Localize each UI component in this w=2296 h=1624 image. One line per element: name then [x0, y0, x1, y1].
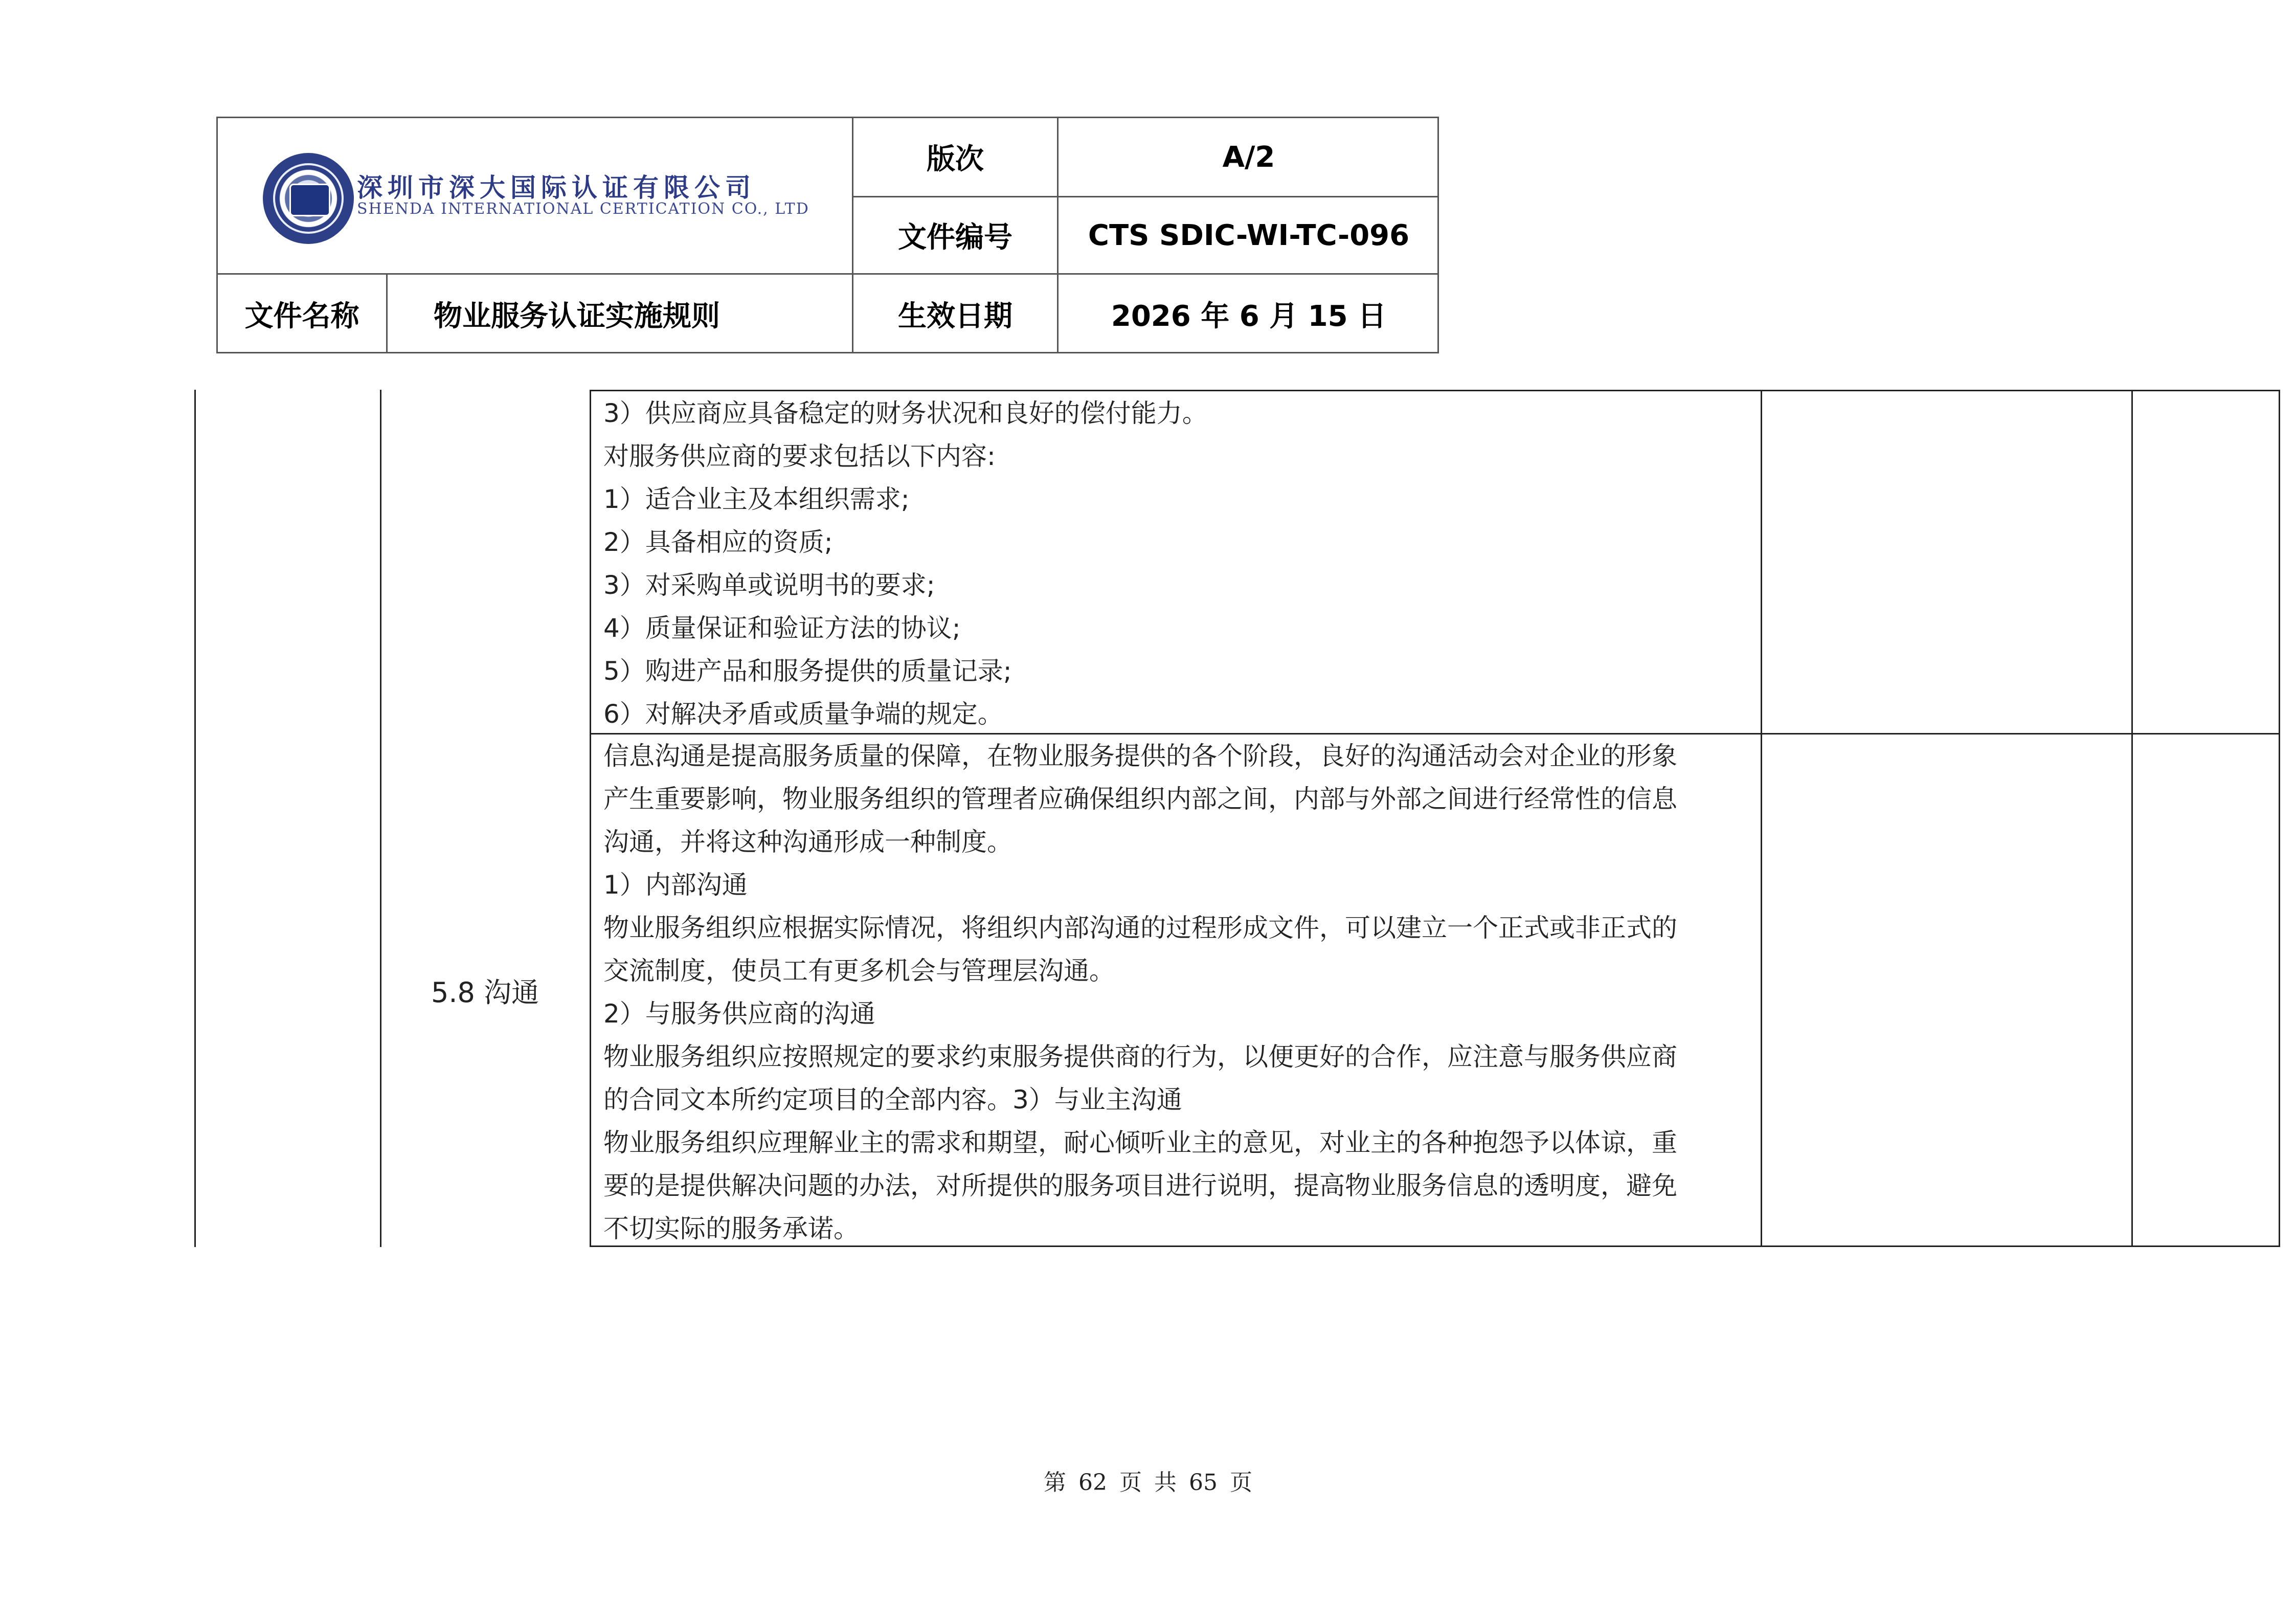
- text-line: 要的是提供解决问题的办法，对所提供的服务项目进行说明，提高物业服务信息的透明度，避免: [603, 1171, 1677, 1200]
- table-border: [590, 390, 2280, 391]
- table-border: [1761, 390, 1762, 1247]
- seal-core-icon: [289, 184, 330, 216]
- page-number: 62: [1078, 1470, 1107, 1496]
- text-line: 2）具备相应的资质;: [603, 527, 833, 557]
- version-label: 版次: [927, 143, 984, 176]
- section-label-communication: 5.8 沟通: [431, 976, 539, 1009]
- text-line: 不切实际的服务承诺。: [603, 1214, 859, 1243]
- text-line: 3）对采购单或说明书的要求;: [603, 570, 935, 600]
- text-line: 物业服务组织应根据实际情况，将组织内部沟通的过程形成文件，可以建立一个正式或非正式的: [603, 913, 1677, 943]
- text-line: 1）内部沟通: [603, 870, 748, 900]
- text-line: 6）对解决矛盾或质量争端的规定。: [603, 699, 1003, 729]
- doc-number-label: 文件编号: [898, 221, 1012, 254]
- table-border: [194, 390, 196, 1247]
- effective-date-value: 2026 年 6 月 15 日: [1111, 300, 1387, 333]
- company-name-en: SHENDA INTERNATIONAL CERTICATION CO., LTD: [357, 200, 809, 218]
- table-border: [2131, 390, 2133, 1247]
- text-line: 4）质量保证和验证方法的协议;: [603, 613, 961, 643]
- doc-name-label: 文件名称: [244, 300, 359, 333]
- table-border: [380, 390, 381, 1247]
- text-line: 产生重要影响，物业服务组织的管理者应确保组织内部之间，内部与外部之间进行经常性的信息: [603, 784, 1677, 814]
- communication-content-cell: [603, 735, 1677, 1250]
- text-line: 3）供应商应具备稳定的财务状况和良好的偿付能力。: [603, 398, 1208, 428]
- table-border: [590, 390, 591, 1247]
- total-pages: 65: [1189, 1470, 1218, 1496]
- text-line: 信息沟通是提高服务质量的保障，在物业服务提供的各个阶段，良好的沟通活动会对企业的形象: [603, 741, 1677, 771]
- text-line: 交流制度，使员工有更多机会与管理层沟通。: [603, 956, 1115, 986]
- text-line: 物业服务组织应理解业主的需求和期望，耐心倾听业主的意见，对业主的各种抱怨予以体谅，重: [603, 1128, 1677, 1158]
- company-name-cn: 深圳市深大国际认证有限公司: [357, 172, 756, 203]
- text-line: 对服务供应商的要求包括以下内容:: [603, 441, 996, 471]
- text-line: 的合同文本所约定项目的全部内容。3）与业主沟通: [603, 1085, 1182, 1115]
- doc-number-value: CTS SDIC-WI-TC-096: [1088, 218, 1410, 252]
- footer-prefix: 第: [1044, 1470, 1066, 1496]
- document-header: [216, 117, 1439, 353]
- text-line: 1）适合业主及本组织需求;: [603, 484, 910, 514]
- text-line: 5）购进产品和服务提供的质量记录;: [603, 656, 1012, 686]
- footer-mid2: 共: [1154, 1470, 1177, 1496]
- text-line: 2）与服务供应商的沟通: [603, 999, 875, 1029]
- footer-suffix: 页: [1230, 1470, 1252, 1496]
- doc-name-value: 物业服务认证实施规则: [434, 300, 720, 333]
- supplier-requirements-cell: [603, 392, 1208, 736]
- version-value: A/2: [1222, 140, 1275, 174]
- text-line: 沟通，并将这种沟通形成一种制度。: [603, 827, 1012, 857]
- company-logo: [218, 118, 853, 273]
- table-border: [2279, 390, 2280, 1247]
- text-line: 物业服务组织应按照规定的要求约束服务提供商的行为，以便更好的合作，应注意与服务供应商: [603, 1042, 1677, 1072]
- footer-mid1: 页: [1119, 1470, 1142, 1496]
- effective-date-label: 生效日期: [898, 300, 1012, 333]
- page-footer: [0, 1464, 2296, 1497]
